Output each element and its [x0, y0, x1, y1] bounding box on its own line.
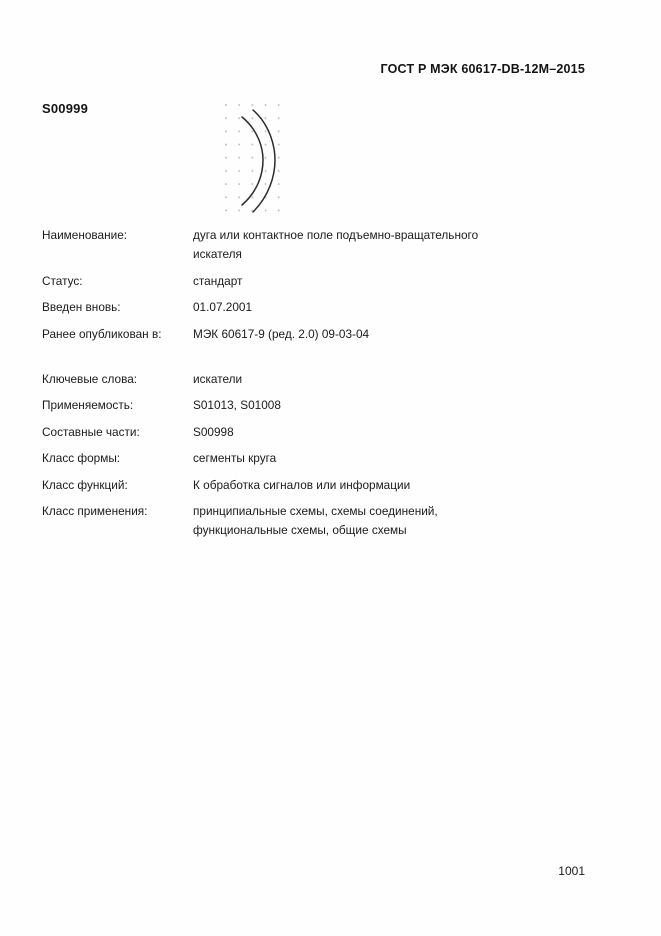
- standard-header-title: ГОСТ Р МЭК 60617-DB-12M–2015: [380, 62, 585, 76]
- field-value: [193, 370, 582, 389]
- field-label: Наименование:: [42, 228, 128, 242]
- symbol-figure: [223, 102, 289, 221]
- field-row: [42, 272, 582, 291]
- field-value-line: принципиальные схемы, схемы соединений,: [193, 504, 438, 518]
- field-value-line: искатели: [193, 371, 243, 386]
- field-row: [42, 226, 582, 264]
- field-label: Статус:: [42, 273, 83, 288]
- field-value: [193, 449, 582, 468]
- field-value-line: искателя: [193, 247, 242, 261]
- field-value: [193, 476, 582, 495]
- field-value-line: S01013, S01008: [193, 398, 281, 412]
- symbol-attribute-list: [42, 226, 582, 548]
- field-value-line: дуга или контактное поле подъемно-вращательного: [193, 228, 479, 242]
- field-label: Применяемость:: [42, 398, 134, 412]
- field-label: Класс формы:: [42, 451, 121, 465]
- field-value-line: 01.07.2001: [193, 300, 253, 314]
- field-value: [193, 226, 582, 264]
- field-label: Составные части:: [42, 424, 140, 439]
- field-row: [42, 476, 582, 495]
- field-value: [193, 298, 582, 317]
- field-value-line: К обработка сигналов или информации: [193, 477, 411, 492]
- symbol-code-label: S00999: [42, 101, 89, 116]
- field-label: Введен вновь:: [42, 300, 121, 314]
- field-row: [42, 423, 582, 442]
- field-value: [193, 272, 582, 291]
- field-row: [42, 298, 582, 317]
- field-value: [193, 396, 582, 415]
- field-value: [193, 502, 582, 540]
- two-concentric-arcs-icon: [223, 102, 289, 221]
- field-value-line: стандарт: [193, 273, 243, 288]
- field-row: [42, 449, 582, 468]
- field-value-line: сегменты круга: [193, 451, 277, 465]
- field-label: Ключевые слова:: [42, 371, 138, 386]
- field-label: Класс функций:: [42, 477, 128, 492]
- page-number: 1001: [558, 864, 585, 878]
- field-value-line: S00998: [193, 424, 234, 439]
- field-row: [42, 502, 582, 540]
- field-label: Ранее опубликован в:: [42, 326, 162, 341]
- field-value-line: МЭК 60617-9 (ред. 2.0) 09-03-04: [193, 326, 370, 341]
- field-row: [42, 370, 582, 389]
- field-label: Класс применения:: [42, 504, 148, 518]
- field-row: [42, 325, 582, 344]
- field-row: [42, 396, 582, 415]
- field-value: [193, 423, 582, 442]
- field-value-line: функциональные схемы, общие схемы: [193, 523, 407, 537]
- field-value: [193, 325, 582, 344]
